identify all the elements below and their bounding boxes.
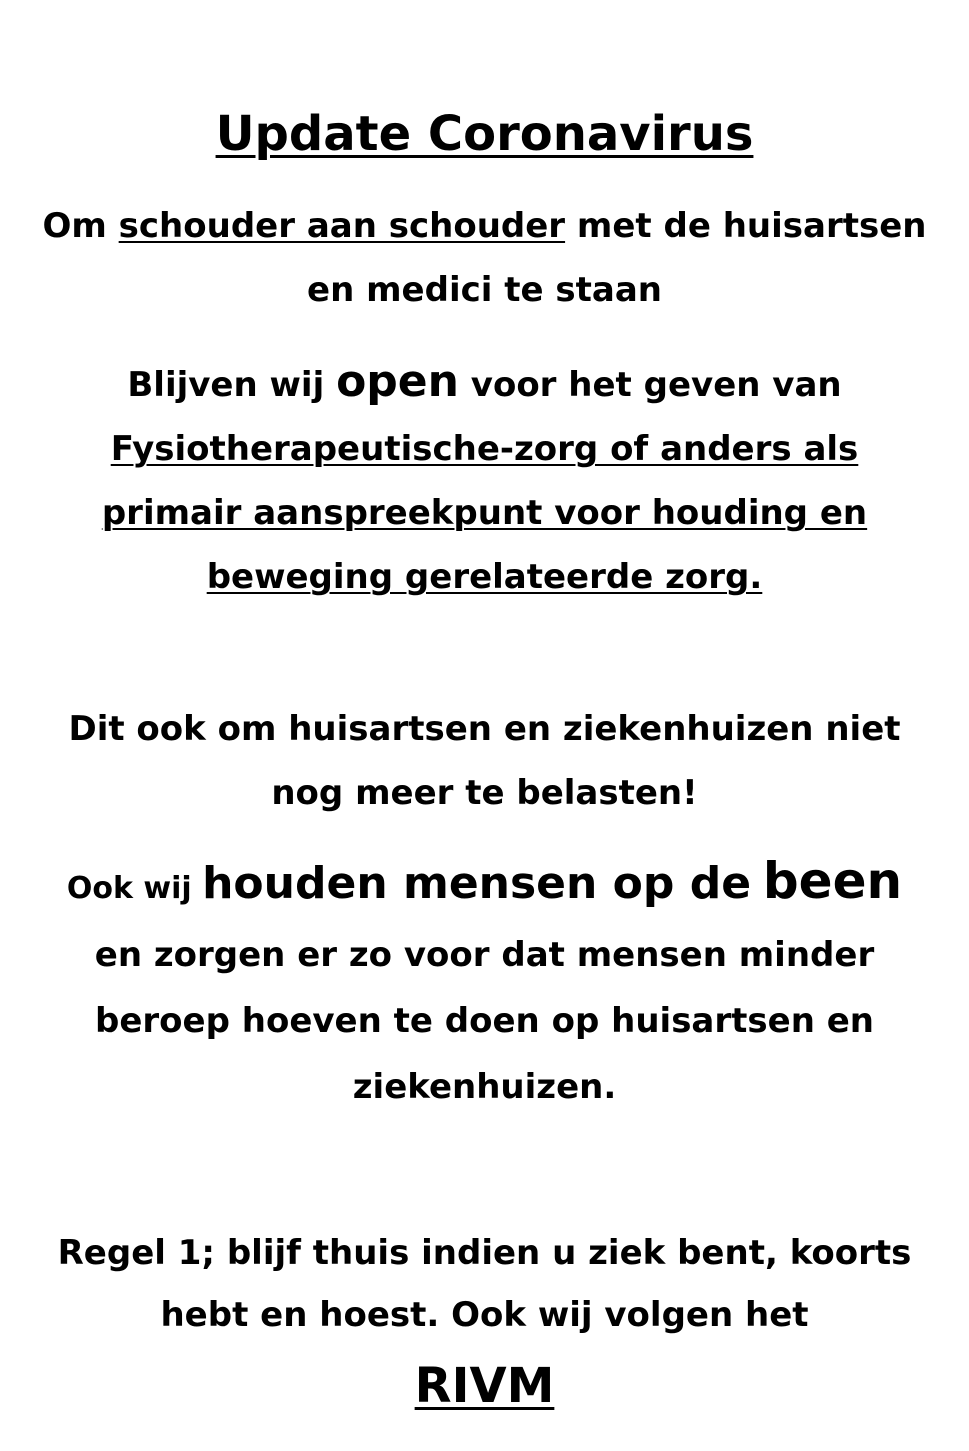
been-emphasis: been: [762, 852, 903, 910]
shoulder-to-shoulder-text: schouder aan schouder: [118, 206, 566, 246]
paragraph-open: [40, 350, 929, 609]
paragraph-solidarity-prefix: Om: [42, 206, 119, 246]
keep-people-moving-emphasis: houden mensen op de: [202, 858, 752, 909]
paragraph-open-prefix: Blijven wij: [127, 365, 337, 405]
care-description: Fysiotherapeutische-zorg of anders als primair aanspreekpunt voor houding en beweging gerelateerde zorg.: [101, 429, 868, 597]
rivm-label: RIVM: [414, 1358, 555, 1414]
paragraph-solidarity-suffix: met de huisartsen en medici te staan: [307, 206, 927, 310]
open-emphasis: open: [336, 356, 459, 407]
paragraph-open-middle: voor het geven van: [458, 365, 842, 405]
paragraph-mobility: [40, 848, 929, 1120]
paragraph-relief: Dit ook om huisartsen en ziekenhuizen niet nog meer te belasten!: [68, 709, 901, 813]
paragraph-solidarity: [40, 194, 929, 322]
paragraph-mobility-prefix: Ook wij: [66, 871, 203, 906]
paragraph-mobility-suffix: en zorgen er zo voor dat mensen minder beroep hoeven te doen op huisartsen en ziekenhuizen.: [94, 935, 875, 1107]
paragraph-rule: Regel 1; blijf thuis indien u ziek bent, koorts hebt en hoest. Ook wij volgen het: [57, 1233, 912, 1335]
notice-title: Update Coronavirus: [215, 106, 754, 162]
